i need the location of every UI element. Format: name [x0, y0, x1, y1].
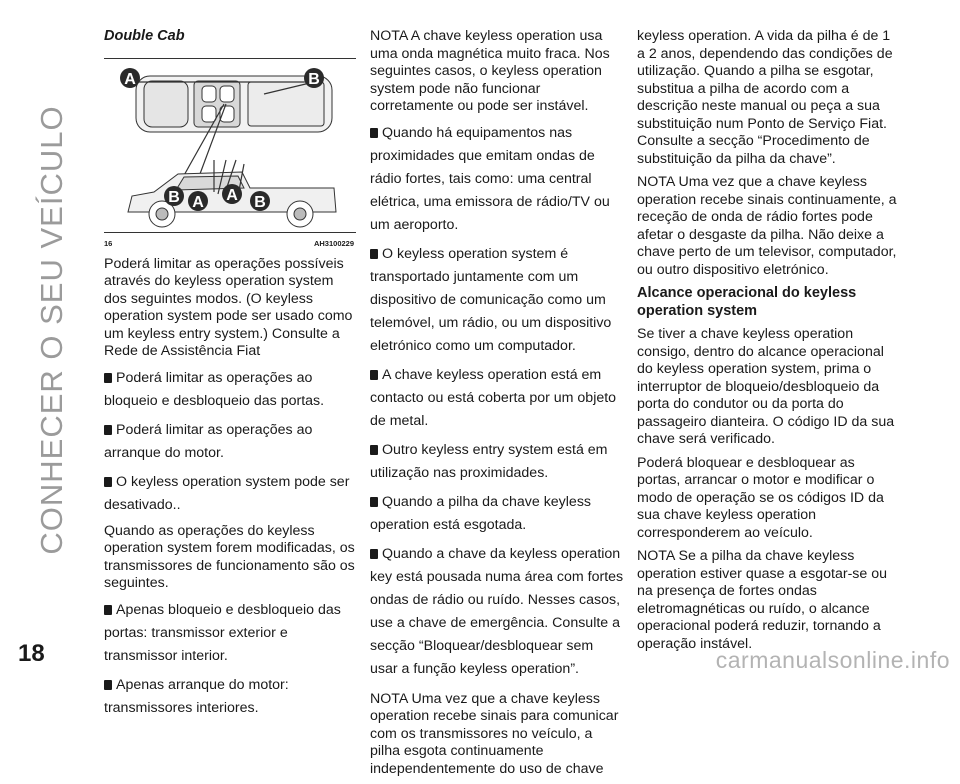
- figure-keyless-range: [104, 54, 356, 248]
- label-a-2: A: [192, 193, 204, 211]
- label-a-1: A: [124, 70, 136, 88]
- bullet-item: Apenas arranque do motor: transmissores interiores.: [104, 676, 289, 716]
- checkbox-bullet-icon: [370, 497, 378, 507]
- bullet-item: Outro keyless entry system está em utilização nas proximidades.: [370, 441, 608, 481]
- checkbox-bullet-icon: [104, 477, 112, 487]
- page-number: 18: [18, 640, 45, 667]
- bullet-item: O keyless operation system é transportado juntamente com um dispositivo de comunicação como um telemóvel, um rádio, ou um dispositivo eletrónico como um computador.: [370, 245, 612, 354]
- bullet-item: Quando a pilha da chave keyless operation está esgotada.: [370, 493, 592, 533]
- label-b-1: B: [308, 70, 320, 88]
- paragraph-battery-life: keyless operation. A vida da pilha é de 1 a 2 anos, dependendo das condições de utilização. Quando a pilha se esgotar, substitua a pilha de acordo com a descrição neste manual ou peça a sua substituição num Ponto de Serviço Fiat. Consulte a secção “Procedimento de substituição da pilha da chave”.: [637, 28, 893, 167]
- column-1: [104, 28, 356, 726]
- bullet-item: A chave keyless operation está em contacto ou está coberta por um objeto de metal.: [370, 366, 617, 429]
- figure-number: 16: [104, 238, 113, 248]
- figure-caption: [104, 235, 356, 253]
- column-2: [370, 28, 624, 784]
- paragraph-id-codes: Poderá bloquear e desbloquear as portas, arrancar o motor e modificar o modo de operação se os códigos ID da sua chave keyless operation corresponderem ao veículo.: [637, 454, 884, 541]
- checkbox-bullet-icon: [370, 128, 378, 138]
- bullet-item: Quando há equipamentos nas proximidades que emitam ondas de rádio fortes, tais como: uma central elétrica, uma emissora de rádio/TV ou um aeroporto.: [370, 124, 610, 233]
- truck-diagram: [114, 64, 346, 230]
- bullet-item: Quando a chave da keyless operation key está pousada numa área com fortes ondas de rádio ou ruído. Nesses casos, use a chave de emergência. Consulte a secção “Bloquear/desbloquear sem usar a função keyless operation”.: [370, 545, 624, 677]
- label-b-3: B: [254, 193, 266, 211]
- checkbox-bullet-icon: [104, 605, 112, 615]
- checkbox-bullet-icon: [370, 370, 378, 380]
- intro-paragraph: Poderá limitar as operações possíveis através do keyless operation system dos seguintes modos. (O keyless operation system pode ser usado como um keyless entry system.) Consulte a Rede de Assistência Fiat: [104, 255, 353, 359]
- checkbox-bullet-icon: [370, 249, 378, 259]
- figure-bottom-rule: [104, 232, 356, 233]
- checkbox-bullet-icon: [104, 425, 112, 435]
- bullet-item: Apenas bloqueio e desbloqueio das portas: transmissor exterior e transmissor interior.: [104, 601, 341, 664]
- label-b-2: B: [168, 188, 180, 206]
- paragraph-transmitters: Quando as operações do keyless operation system forem modificadas, os transmissores de funcionamento são os seguintes.: [104, 522, 355, 591]
- column-3: [637, 28, 899, 659]
- figure-top-rule: [104, 58, 356, 59]
- label-a-3: A: [226, 186, 238, 204]
- paragraph-range: Se tiver a chave keyless operation consigo, dentro do alcance operacional do keyless operation system, prima o interruptor de bloqueio/desbloqueio da porta do condutor ou da porta do passageiro dianteira. O código ID da sua chave será verificado.: [637, 326, 895, 447]
- note-paragraph-3: NOTA Uma vez que a chave keyless operation recebe sinais continuamente, a receção de onda de rádio fortes pode afetar o desgaste da pilha. Não deixe a chave perto de um televisor, computador, ou outro dispositivo eletrónico.: [637, 174, 897, 278]
- subsection-heading: Alcance operacional do keyless operation system: [637, 285, 857, 319]
- bullet-item: Poderá limitar as operações ao bloqueio e desbloqueio das portas.: [104, 369, 325, 409]
- note-paragraph-2: NOTA Uma vez que a chave keyless operation recebe sinais para comunicar com os transmissores no veículo, a pilha esgota continuamente independentemente do uso de chave: [370, 690, 619, 777]
- bullet-item: O keyless operation system pode ser desativado..: [104, 473, 350, 513]
- checkbox-bullet-icon: [104, 680, 112, 690]
- checkbox-bullet-icon: [104, 373, 112, 383]
- watermark: carmanualsonline.info: [715, 647, 950, 673]
- figure-code: AH3100229: [313, 238, 354, 248]
- bullet-item: Poderá limitar as operações ao arranque do motor.: [104, 421, 313, 461]
- section-title: Double Cab: [104, 28, 185, 44]
- note-paragraph-4: NOTA Se a pilha da chave keyless operation estiver quase a esgotar-se ou na presença de fortes ondas eletromagnéticas ou ruído, o alcance operacional poderá reduzir, tornando a operação instável.: [637, 548, 888, 652]
- side-section-title: CONHECER O SEU VEÍCULO: [34, 105, 69, 555]
- checkbox-bullet-icon: [370, 549, 378, 559]
- note-paragraph: NOTA A chave keyless operation usa uma onda magnética muito fraca. Nos seguintes casos, o keyless operation system pode não funcionar corretamente ou pode ser instável.: [370, 28, 610, 114]
- checkbox-bullet-icon: [370, 445, 378, 455]
